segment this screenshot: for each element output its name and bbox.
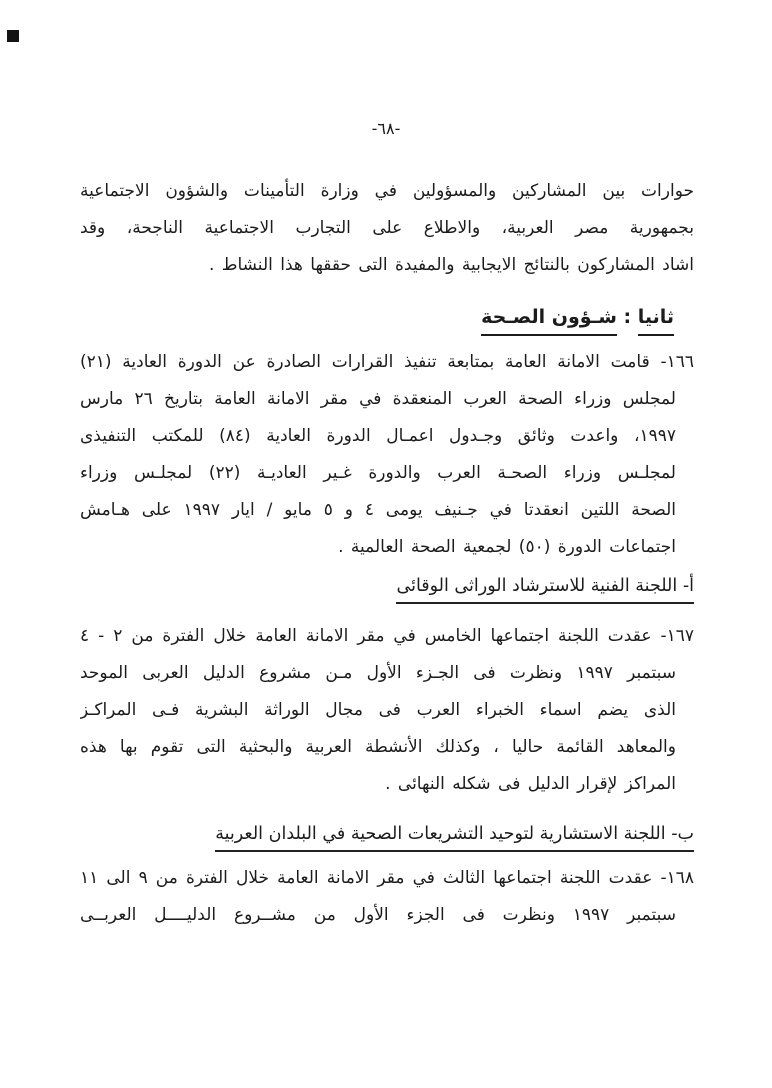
item-167-paragraph [80, 618, 694, 803]
page-number: -٦٨- [371, 119, 401, 138]
section-heading [80, 306, 694, 336]
text-line: المراكز لإقرار الدليل فى شكله النهائى . [385, 774, 676, 794]
text-line: لمجلـس وزراء الصحـة العرب والدورة غـير العاديـة (٢٢) لمجلـس وزراء [80, 463, 676, 483]
text-line: ١٩٩٧، واعدت وثائق وجـدول اعمـال الدورة العادية (٨٤) للمكتب التنفيذى [80, 426, 676, 446]
item-166-paragraph [80, 344, 694, 566]
subsection-a-heading [80, 574, 694, 604]
text-line: اشاد المشاركون بالنتائج الايجابية والمفيدة التى حققها هذا النشاط . [208, 255, 694, 275]
text-line: سبتمبر ١٩٩٧ ونظرت فى الجزء الأول من مشــروع الدليــــل العربــى [80, 905, 676, 925]
subsection-a-label: أ- [682, 576, 694, 596]
text-line: الصحة اللتين انعقدتا في جـنيف يومى ٤ و ٥ مايو / ايار ١٩٩٧ على هـامش [80, 500, 676, 520]
text-line: ١٦٧- عقدت اللجنة اجتماعها الخامس في مقر الامانة العامة خلال الفترة من ٢ - ٤ [80, 626, 694, 646]
subsection-b-title: اللجنة الاستشارية لتوحيد التشريعات الصحية في البلدان العربية [215, 824, 666, 844]
subsection-a-underlined [396, 574, 694, 604]
text-line: بجمهورية مصر العربية، والاطلاع على التجارب الاجتماعية الناجحة، وقد [80, 218, 694, 238]
text-line: حوارات بين المشاركين والمسؤولين في وزارة التأمينات والشؤون الاجتماعية [80, 181, 694, 201]
page-content [0, 173, 772, 934]
intro-paragraph [80, 173, 694, 284]
text-line: ١٦٨- عقدت اللجنة اجتماعها الثالث في مقر الامانة العامة خلال الفترة من ٩ الى ١١ [80, 868, 694, 888]
subsection-b-label: ب- [671, 824, 694, 844]
text-line: والمعاهد القائمة حاليا ، وكذلك الأنشطة العربية والبحثية التى تقوم بها هذه [80, 737, 676, 757]
section-heading-term: ثانيا [638, 306, 674, 336]
text-line: اجتماعات الدورة (٥٠) لجمعية الصحة العالمية . [338, 537, 676, 557]
subsection-b-heading [80, 822, 694, 852]
text-line: ١٦٦- قامت الامانة العامة بمتابعة تنفيذ القرارات الصادرة عن الدورة العادية (٢١) [80, 352, 694, 372]
text-line: سبتمبر ١٩٩٧ ونظرت فى الجـزء الأول مـن مشروع الدليل العربى الموحد [80, 663, 676, 683]
section-heading-separator: : [616, 306, 638, 328]
item-168-paragraph [80, 860, 694, 934]
text-line: لمجلس وزراء الصحة العرب المنعقدة في مقر الامانة العامة بتاريخ ٢٦ مارس [80, 389, 676, 409]
subsection-a-title: اللجنة الفنية للاسترشاد الوراثى الوقائى [396, 576, 678, 596]
scan-artifact-mark [7, 30, 19, 42]
text-line: الذى يضم اسماء الخبراء العرب فى مجال الوراثة البشرية فـى المراكـز [80, 700, 676, 720]
subsection-b-underlined [215, 822, 694, 852]
section-heading-title: شـؤون الصـحة [481, 306, 617, 336]
